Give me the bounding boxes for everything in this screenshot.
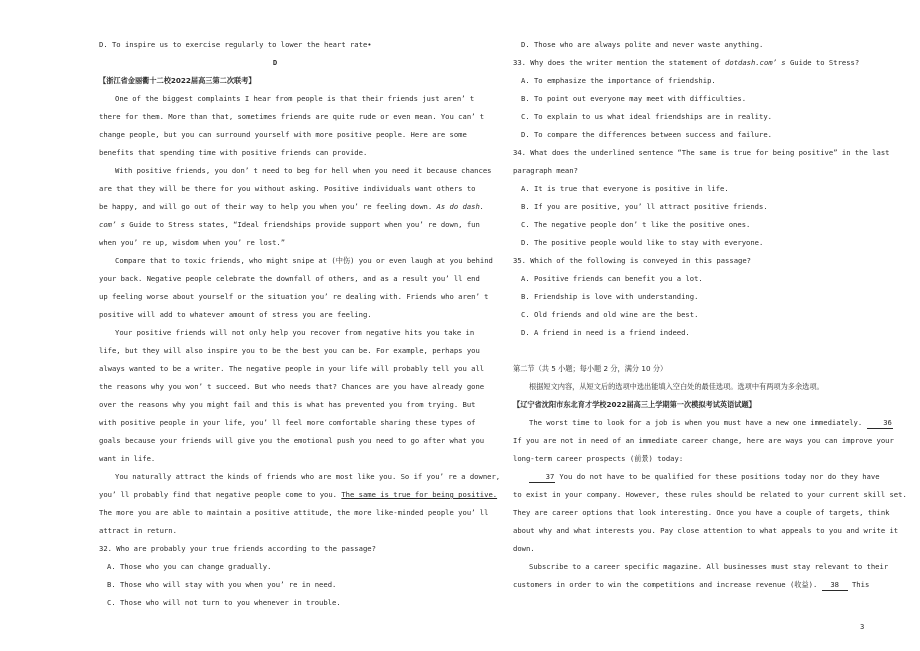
text-line: [99, 198, 485, 216]
text-line: [99, 216, 480, 234]
text-line: The more you are able to maintain a positive attitude, the more like-minded people you’ ll: [99, 508, 489, 517]
text-line: long-term career prospects (前景) today:: [513, 454, 684, 463]
paragraph-3: [99, 252, 493, 324]
q35-option-d: D. A friend in need is a friend indeed.: [521, 328, 690, 337]
text-segment: Guide to Stress states, “Ideal friendships provide support when you’ re down, fun: [124, 220, 480, 229]
text-line: They are career options that look interesting. Once you have a couple of targets, think: [513, 508, 890, 517]
left-column: [99, 36, 501, 612]
question-35: 35. Which of the following is conveyed in this passage?: [513, 256, 751, 265]
section-2-instructions: 根据短文内容，从短文后的选项中选出能填入空白处的最佳选项。选项中有两项为多余选项。: [529, 382, 824, 391]
q32-option-b: B. Those who will stay with you when you’ re in need.: [107, 580, 337, 589]
text-line: are that they will be there for you without asking. Positive individuals want others to: [99, 184, 476, 193]
text-line: want in life.: [99, 454, 156, 463]
text-line: there for them. More than that, sometimes friends are quite rude or even mean. You can’ t: [99, 112, 485, 121]
spacer: [513, 342, 867, 360]
text-line: to exist in your company. However, these rules should be related to your current skill set.: [513, 490, 907, 499]
page-number: 3: [860, 622, 865, 631]
text-segment: you’ ll probably find that negative people come to you.: [99, 490, 342, 499]
right-column: [513, 36, 907, 594]
paragraph-4: [99, 324, 485, 468]
text-line: If you are not in need of an immediate career change, here are ways you can improve your: [513, 436, 894, 445]
text-segment: You do not have to be qualified for these positions today nor do they have: [555, 472, 880, 481]
text-segment: The worst time to look for a job is when you must have a new one immediately.: [529, 418, 867, 427]
text-line: your back. Negative people celebrate the downfall of others, and as a result you’ ll end: [99, 274, 480, 283]
text-line: [513, 576, 870, 594]
text-line: about why and what interests you. Pay close attention to what appeals to you and write it: [513, 526, 899, 535]
blank-38[interactable]: 38: [822, 580, 848, 591]
question-34: 34. What does the underlined sentence “The same is true for being positive” in the last: [513, 148, 890, 157]
blank-37[interactable]: 37: [529, 472, 555, 483]
text-segment: be happy, and will go out of their way to help you when you’ re feeling down.: [99, 202, 433, 211]
text-line: Compare that to toxic friends, who might snipe at (中伤) you or even laugh at you behind: [115, 256, 493, 265]
text-line: with positive people in your life, you’ ll feel more comfortable sharing these types of: [99, 418, 476, 427]
paragraph-1: [99, 90, 485, 162]
q32-option-c: C. Those who will not turn to you whenever in trouble.: [107, 598, 341, 607]
italic-source: dotdash.com’ s: [725, 58, 786, 67]
text-segment: 33. Why does the writer mention the statement of: [513, 58, 726, 67]
q33-option-b: B. To point out everyone may meet with difficulties.: [521, 94, 747, 103]
text-segment: Guide to Stress?: [785, 58, 860, 67]
q34-option-b: B. If you are positive, you’ ll attract positive friends.: [521, 202, 768, 211]
text-line: [513, 468, 880, 486]
q34-option-d: D. The positive people would like to stay with everyone.: [521, 238, 764, 247]
q33-option-a: A. To emphasize the importance of friendship.: [521, 76, 716, 85]
q35-option-a: A. Positive friends can benefit you a lot.: [521, 274, 703, 283]
text-line: One of the biggest complaints I hear from people is that their friends just aren’ t: [115, 94, 475, 103]
passage-source-2: 【辽宁省沈阳市东北育才学校2022届高三上学期第一次模拟考试英语试题】: [513, 400, 756, 409]
q35-option-b: B. Friendship is love with understanding.: [521, 292, 699, 301]
text-line: Your positive friends will not only help you recover from negative hits you take in: [115, 328, 475, 337]
q32-option-d: D. Those who are always polite and never waste anything.: [521, 40, 764, 49]
text-line: up feeling worse about yourself or the situation you’ re dealing with. Friends who aren’ t: [99, 292, 489, 301]
q33-option-c: C. To explain to us what ideal friendships are in reality.: [521, 112, 772, 121]
text-line: positive will add to whatever amount of stress you are feeling.: [99, 310, 372, 319]
text-line: when you’ re up, wisdom when you’ re lost.”: [99, 238, 286, 247]
text-line: attract in return.: [99, 526, 177, 535]
q34-option-a: A. It is true that everyone is positive in life.: [521, 184, 729, 193]
text-line: [513, 414, 892, 432]
text-line: [99, 486, 498, 504]
passage-letter: D: [272, 58, 278, 67]
text-line: over the reasons why you might fail and this is what has prevented you from trying. But: [99, 400, 476, 409]
q35-option-c: C. Old friends and old wine are the best.: [521, 310, 699, 319]
question-34-cont: paragraph mean?: [513, 166, 578, 175]
q32-option-a: A. Those who you can change gradually.: [107, 562, 272, 571]
q31-option-d: D. To inspire us to exercise regularly to lower the heart rate•: [99, 40, 372, 49]
text-segment: customers in order to win the competitions and increase revenue (收益).: [513, 580, 822, 589]
text-line: life, but they will also inspire you to be the best you can be. For example, perhaps you: [99, 346, 480, 355]
section-2-header: 第二节（共 5 小题；每小题 2 分，满分 10 分）: [513, 364, 668, 373]
text-line: Subscribe to a career specific magazine. All businesses must stay relevant to their: [529, 562, 889, 571]
text-line: You naturally attract the kinds of friends who are most like you. So if you’ re a downer,: [115, 472, 501, 481]
q33-option-d: D. To compare the differences between success and failure.: [521, 130, 772, 139]
q34-option-c: C. The negative people don’ t like the positive ones.: [521, 220, 751, 229]
underlined-sentence: The same is true for being positive.: [341, 490, 498, 499]
text-segment: This: [847, 580, 870, 589]
text-line: the reasons why you won’ t succeed. But who needs that? Chances are you have already gone: [99, 382, 485, 391]
text-line: With positive friends, you don’ t need to beg for hell when you need it because chances: [115, 166, 492, 175]
question-33: [513, 54, 867, 72]
paragraph-5: [99, 468, 501, 540]
text-line: benefits that spending time with positive friends can provide.: [99, 148, 368, 157]
text-line: goals because your friends will give you the emotional push you need to go after what you: [99, 436, 485, 445]
text-line: change people, but you can surround yourself with more positive people. Here are some: [99, 130, 467, 139]
blank-36[interactable]: 36: [867, 418, 893, 429]
passage-source: 【浙江省金丽衢十二校2022届高三第二次联考】: [99, 76, 256, 85]
paragraph-2: [99, 162, 492, 252]
text-line: down.: [513, 544, 535, 553]
italic-source: com’ s: [99, 220, 125, 229]
question-32: 32. Who are probably your true friends according to the passage?: [99, 544, 376, 553]
italic-source: As do dash.: [436, 202, 485, 211]
text-line: always wanted to be a writer. The negative people in your life will probably tell you all: [99, 364, 485, 373]
